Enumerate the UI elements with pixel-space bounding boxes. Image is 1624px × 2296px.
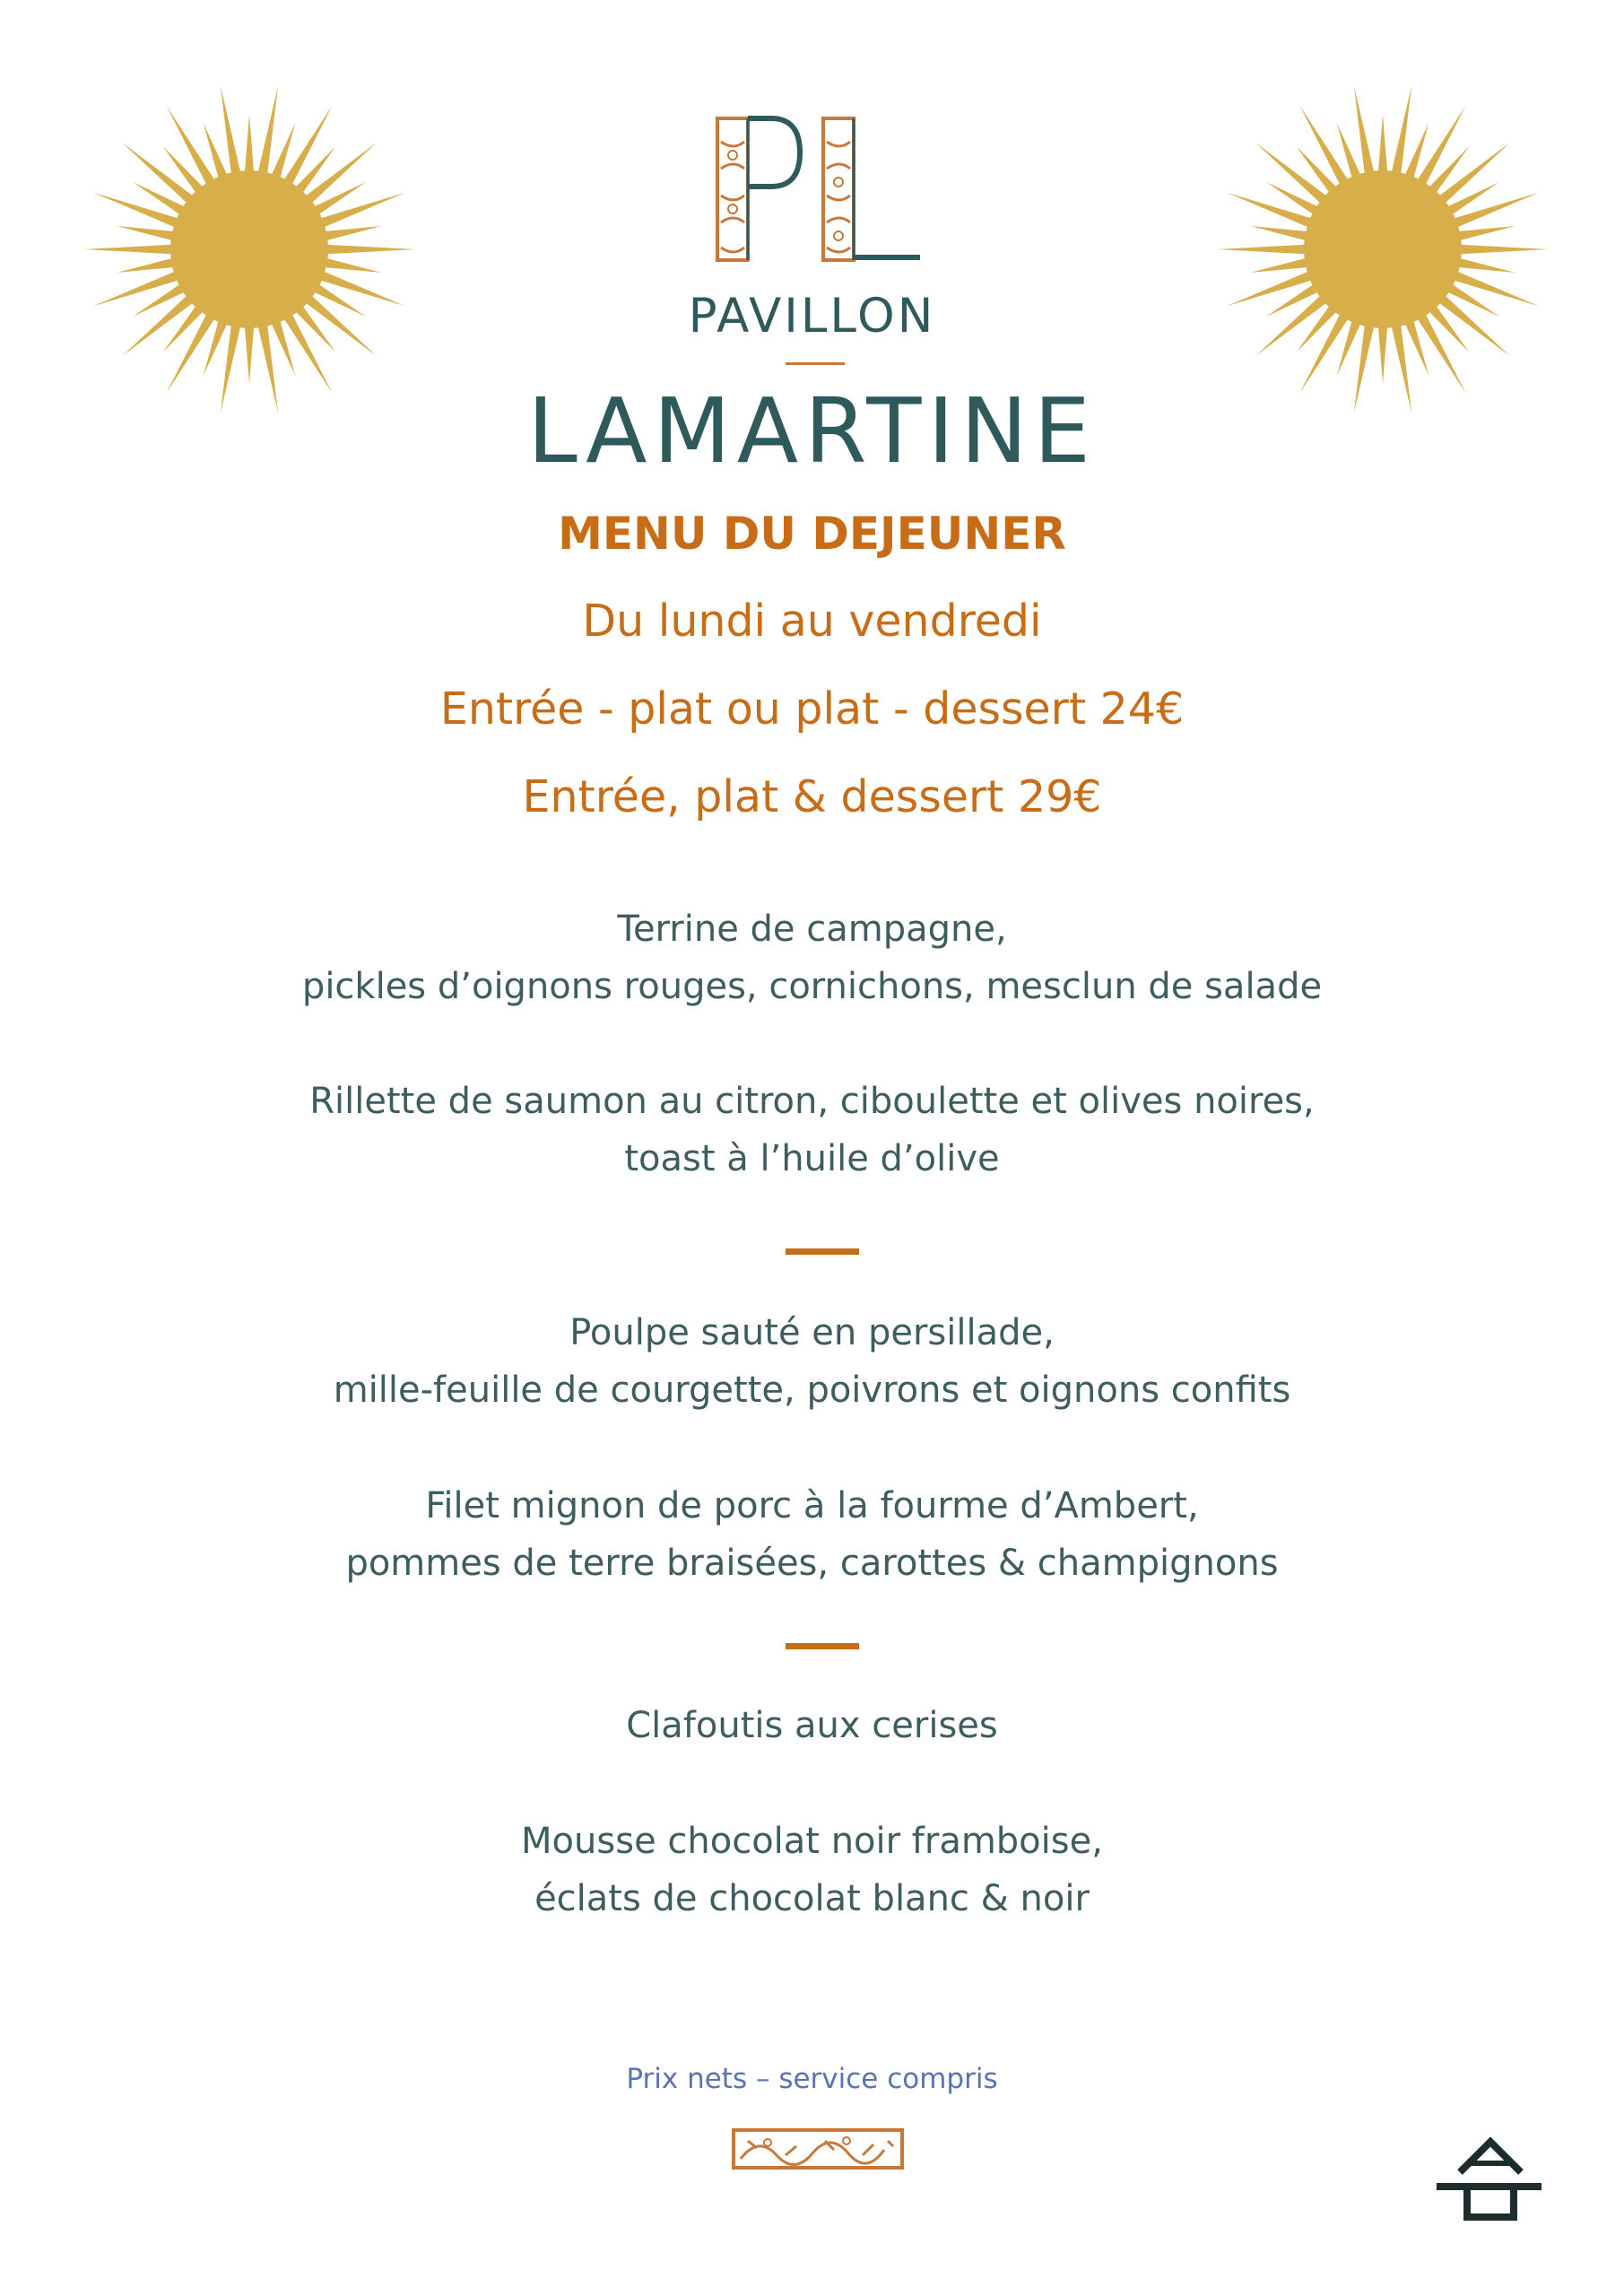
dish-line-2: mille-feuille de courgette, poivrons et oignons confits — [333, 1370, 1291, 1411]
pl-monogram-logo — [708, 115, 924, 267]
section-divider — [786, 1643, 859, 1649]
sun-right-icon — [1212, 79, 1553, 420]
menu-formula-1: Entrée - plat ou plat - dessert 24€ — [439, 683, 1185, 735]
brand-name-main: LAMARTINE — [527, 378, 1097, 483]
dish-line-2: éclats de chocolat blanc & noir — [534, 1878, 1090, 1919]
starter-item — [0, 900, 1624, 1015]
dish-line-1: Clafoutis aux cerises — [626, 1705, 998, 1746]
dish-line-1: Mousse chocolat noir framboise, — [521, 1821, 1103, 1862]
main-item — [0, 1304, 1624, 1419]
dish-line-1: Terrine de campagne, — [617, 909, 1007, 950]
dessert-item — [0, 1813, 1624, 1927]
menu-formula-2: Entrée, plat & dessert 29€ — [522, 771, 1102, 822]
dish-line-1: Filet mignon de porc à la fourme d’Ambert, — [425, 1485, 1199, 1526]
section-divider — [786, 1248, 859, 1255]
dessert-item — [0, 1697, 1624, 1754]
sun-left-icon — [79, 79, 420, 420]
starter-item — [0, 1073, 1624, 1187]
main-item — [0, 1477, 1624, 1592]
dish-line-1: Poulpe sauté en persillade, — [569, 1312, 1055, 1353]
menu-title: MENU DU DEJEUNER — [558, 508, 1066, 560]
house-icon — [1433, 2133, 1545, 2221]
price-note: Prix nets – service compris — [626, 2063, 998, 2095]
dish-line-1: Rillette de saumon au citron, ciboulette et olives noires, — [309, 1081, 1315, 1122]
dish-line-2: toast à l’huile d’olive — [624, 1138, 1000, 1179]
dish-line-2: pommes de terre braisées, carottes & champignons — [345, 1543, 1279, 1584]
brand-name-top: PAVILLON — [688, 289, 936, 344]
brand-divider — [786, 362, 845, 365]
dish-line-2: pickles d’oignons rouges, cornichons, mesclun de salade — [301, 966, 1323, 1007]
ornament-band-icon — [732, 2128, 904, 2170]
menu-days: Du lundi au vendredi — [582, 596, 1042, 647]
